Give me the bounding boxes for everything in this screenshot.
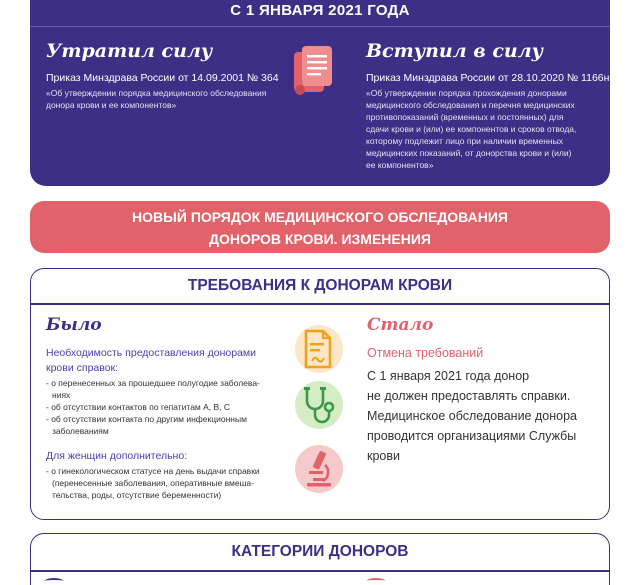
repealed-heading: Утратил силу bbox=[46, 40, 213, 62]
requirements-title: ТРЕБОВАНИЯ К ДОНОРАМ КРОВИ bbox=[187, 277, 453, 294]
repealed-desc-line: «Об утверждении порядка медицинского обследования bbox=[46, 88, 267, 98]
enacted-desc-line: которому подлежит лицо при наличии временных bbox=[366, 136, 563, 146]
new-procedure-banner bbox=[30, 201, 610, 253]
microscope-icon bbox=[295, 445, 343, 493]
list-item: заболеваниям bbox=[52, 426, 109, 436]
list-item: ниях bbox=[52, 390, 71, 400]
effective-date-panel bbox=[30, 0, 610, 186]
divider bbox=[31, 570, 609, 572]
list-item: тельства, роды, отсутствие беременности) bbox=[52, 490, 222, 500]
list-item: - о перенесенных за прошедшее полугодие заболева- bbox=[46, 378, 260, 388]
certificate-document-icon bbox=[295, 325, 343, 373]
certificate-circle bbox=[295, 325, 343, 373]
categories-title: КАТЕГОРИИ ДОНОРОВ bbox=[231, 543, 409, 560]
enacted-desc-line: «Об утверждении порядка прохождения донорами bbox=[366, 88, 567, 98]
list-item: - о гинекологическом статусе на день выдачи справки bbox=[46, 466, 260, 476]
enacted-desc bbox=[366, 87, 576, 171]
now-body-line: крови bbox=[367, 449, 400, 463]
effective-date-title: С 1 ЯНВАРЯ 2021 ГОДА bbox=[230, 2, 410, 19]
was-list bbox=[46, 377, 260, 437]
cropped-heading-fragment bbox=[45, 578, 63, 584]
enacted-order: Приказ Минздрава России от 28.10.2020 № 1166н bbox=[366, 72, 610, 84]
enacted-desc-line: ее компонентов» bbox=[366, 160, 434, 170]
enacted-desc-line: медицинских показаний, от донорства крови и (или) bbox=[366, 148, 572, 158]
enacted-heading: Вступил в силу bbox=[366, 40, 543, 62]
divider bbox=[30, 26, 610, 27]
enacted-desc-line: противопоказаний (временных и постоянных) для bbox=[366, 112, 564, 122]
microscope-circle bbox=[295, 445, 343, 493]
enacted-desc-line: сдачи крови и (или) ее компонентов и сроков отвода, bbox=[366, 124, 577, 134]
repealed-order: Приказ Минздрава России от 14.09.2001 № 364 bbox=[46, 72, 279, 84]
women-list bbox=[46, 465, 260, 501]
stethoscope-circle bbox=[295, 381, 343, 429]
was-intro bbox=[46, 346, 256, 376]
women-heading: Для женщин дополнительно: bbox=[46, 450, 188, 462]
repealed-desc bbox=[46, 87, 266, 111]
list-item: (перенесенные заболевания, оперативные вмеша- bbox=[52, 478, 254, 488]
now-body-line: проводится организациями Службы bbox=[367, 429, 577, 443]
was-heading: Было bbox=[46, 315, 102, 335]
now-heading: Стало bbox=[367, 315, 434, 335]
banner-line: НОВЫЙ ПОРЯДОК МЕДИЦИНСКОГО ОБСЛЕДОВАНИЯ bbox=[132, 209, 508, 225]
divider bbox=[31, 303, 609, 305]
banner-line: ДОНОРОВ КРОВИ. ИЗМЕНЕНИЯ bbox=[209, 231, 431, 247]
now-body-line: С 1 января 2021 года донор bbox=[367, 369, 530, 383]
cropped-heading-fragment bbox=[367, 578, 385, 584]
document-scroll-icon bbox=[288, 42, 338, 98]
enacted-desc-line: медицинского обследования и перечня медицинских bbox=[366, 100, 575, 110]
cancel-requirements-label: Отмена требований bbox=[367, 346, 484, 360]
was-intro-line: Необходимость предоставления донорами bbox=[46, 347, 256, 359]
list-item: - об отсутствии контакта по другим инфекционным bbox=[46, 414, 247, 424]
list-item: - об отсутствии контактов по гепатитам А, В, С bbox=[46, 402, 231, 412]
was-intro-line: крови справок: bbox=[46, 362, 119, 374]
repealed-desc-line: донора крови и ее компонентов» bbox=[46, 100, 177, 110]
now-body-line: Медицинское обследование донора bbox=[367, 409, 577, 423]
donor-categories-panel bbox=[30, 533, 610, 585]
now-body bbox=[367, 366, 599, 466]
stethoscope-icon bbox=[295, 381, 343, 429]
now-body-line: не должен предоставлять справки. bbox=[367, 389, 571, 403]
donor-requirements-panel bbox=[30, 268, 610, 520]
